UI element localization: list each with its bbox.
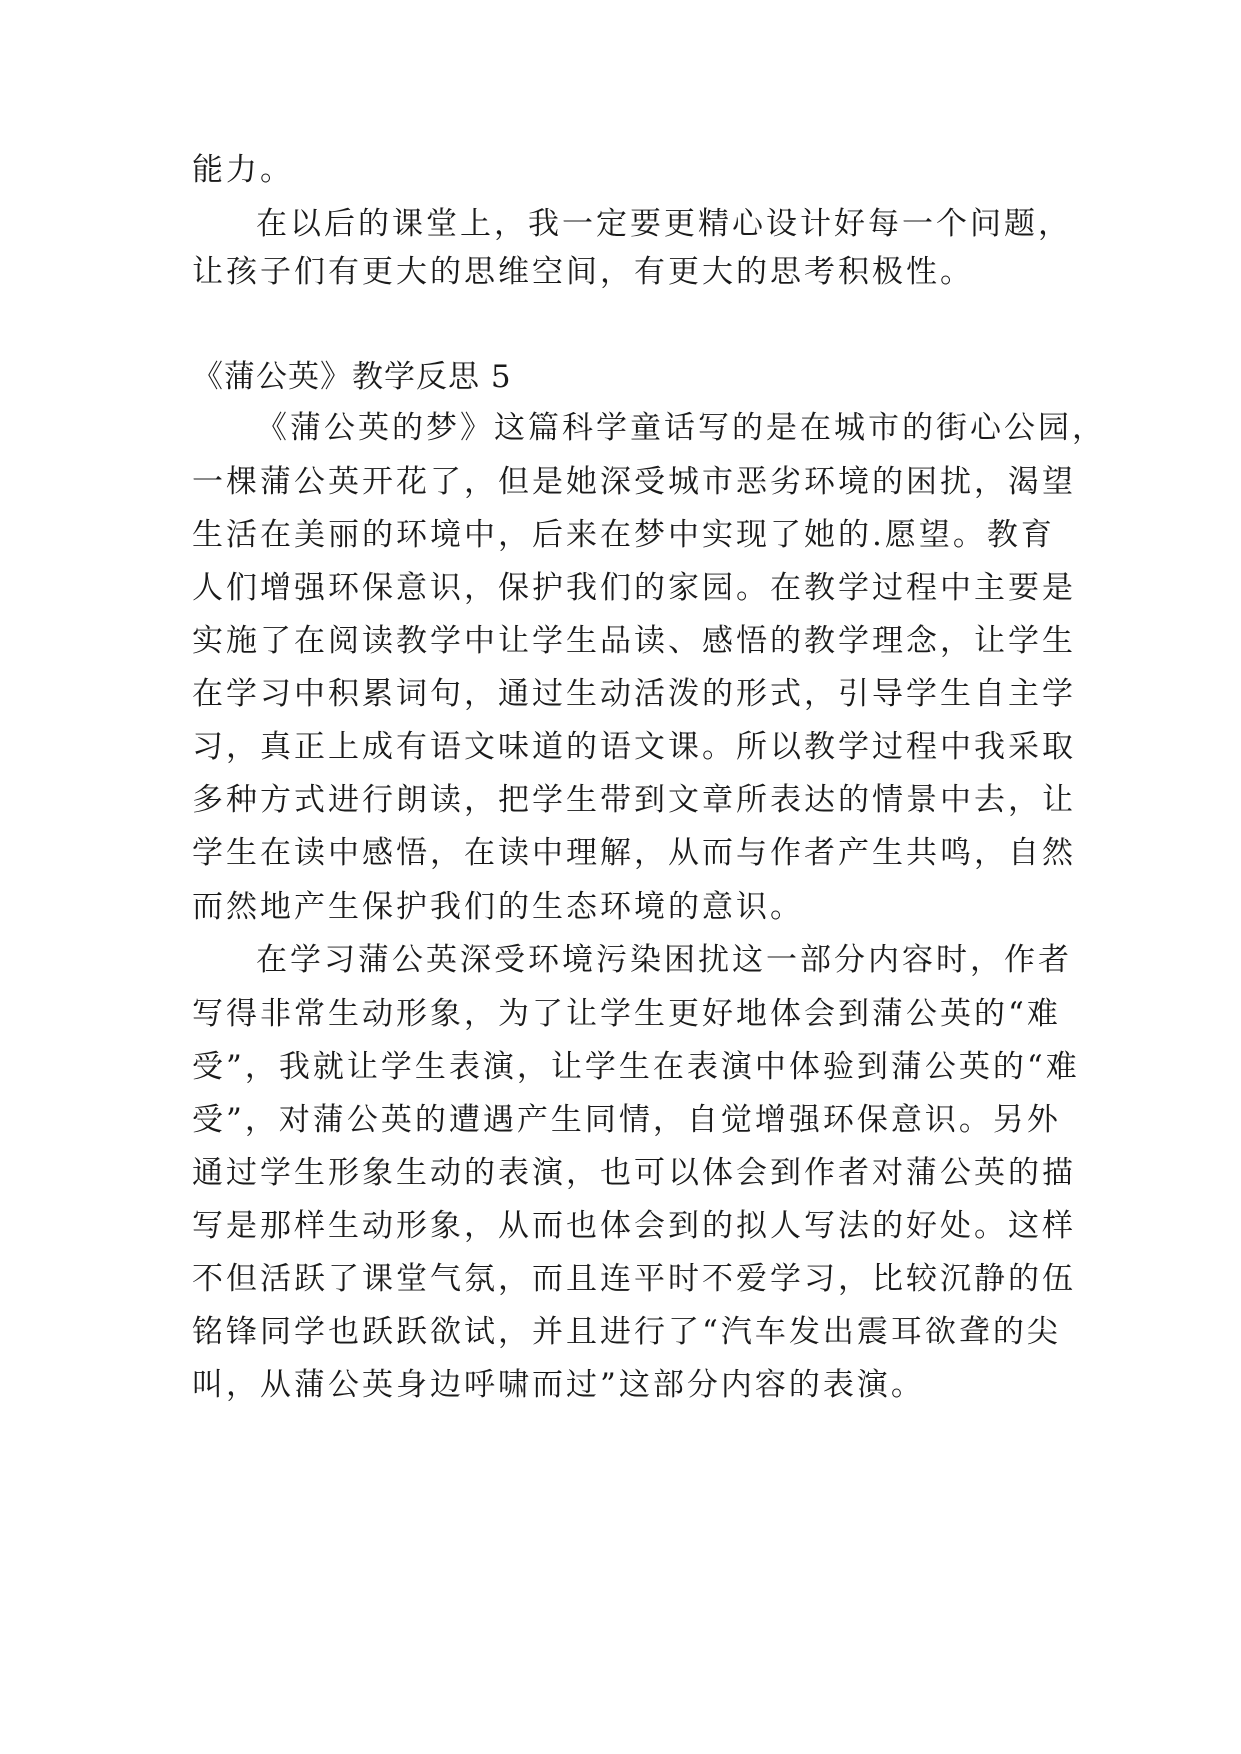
paragraph-line: 多种方式进行朗读，把学生带到文章所表达的情景中去，让: [192, 782, 1076, 818]
paragraph-line: 学生在读中感悟，在读中理解，从而与作者产生共鸣，自然: [192, 835, 1076, 871]
paragraph-line: 受”，对蒲公英的遭遇产生同情，自觉增强环保意识。另外: [192, 1102, 1061, 1138]
paragraph-line: 能力。: [192, 152, 294, 188]
paragraph-line: 生活在美丽的环境中，后来在梦中实现了她的.愿望。教育: [192, 517, 1055, 553]
paragraph-line: 叫，从蒲公英身边呼啸而过”这部分内容的表演。: [192, 1367, 925, 1403]
paragraph-line: 实施了在阅读教学中让学生品读、感悟的教学理念，让学生: [192, 623, 1076, 659]
paragraph-line: 在学习中积累词句，通过生动活泼的形式，引导学生自主学: [192, 676, 1076, 712]
paragraph-line: 人们增强环保意识，保护我们的家园。在教学过程中主要是: [192, 570, 1076, 606]
paragraph-line: 不但活跃了课堂气氛，而且连平时不爱学习，比较沉静的伍: [192, 1261, 1076, 1297]
section-heading: 《蒲公英》教学反思 5: [192, 359, 512, 395]
paragraph-line: 铭锋同学也跃跃欲试，并且进行了“汽车发出震耳欲聋的尖: [192, 1314, 1061, 1350]
paragraph-line: 在学习蒲公英深受环境污染困扰这一部分内容时，作者: [256, 942, 1072, 978]
paragraph-line: 在以后的课堂上，我一定要更精心设计好每一个问题，: [256, 206, 1072, 242]
paragraph-line: 《蒲公英的梦》这篇科学童话写的是在城市的街心公园，: [256, 410, 1106, 446]
paragraph-line: 习，真正上成有语文味道的语文课。所以教学过程中我采取: [192, 729, 1076, 765]
paragraph-line: 而然地产生保护我们的生态环境的意识。: [192, 889, 804, 925]
paragraph-line: 写得非常生动形象，为了让学生更好地体会到蒲公英的“难: [192, 996, 1061, 1032]
paragraph-line: 写是那样生动形象，从而也体会到的拟人写法的好处。这样: [192, 1208, 1076, 1244]
paragraph-line: 让孩子们有更大的思维空间，有更大的思考积极性。: [192, 254, 974, 290]
paragraph-line: 一棵蒲公英开花了，但是她深受城市恶劣环境的困扰，渴望: [192, 464, 1076, 500]
paragraph-line: 受”，我就让学生表演，让学生在表演中体验到蒲公英的“难: [192, 1049, 1080, 1085]
paragraph-line: 通过学生形象生动的表演，也可以体会到作者对蒲公英的描: [192, 1155, 1076, 1191]
